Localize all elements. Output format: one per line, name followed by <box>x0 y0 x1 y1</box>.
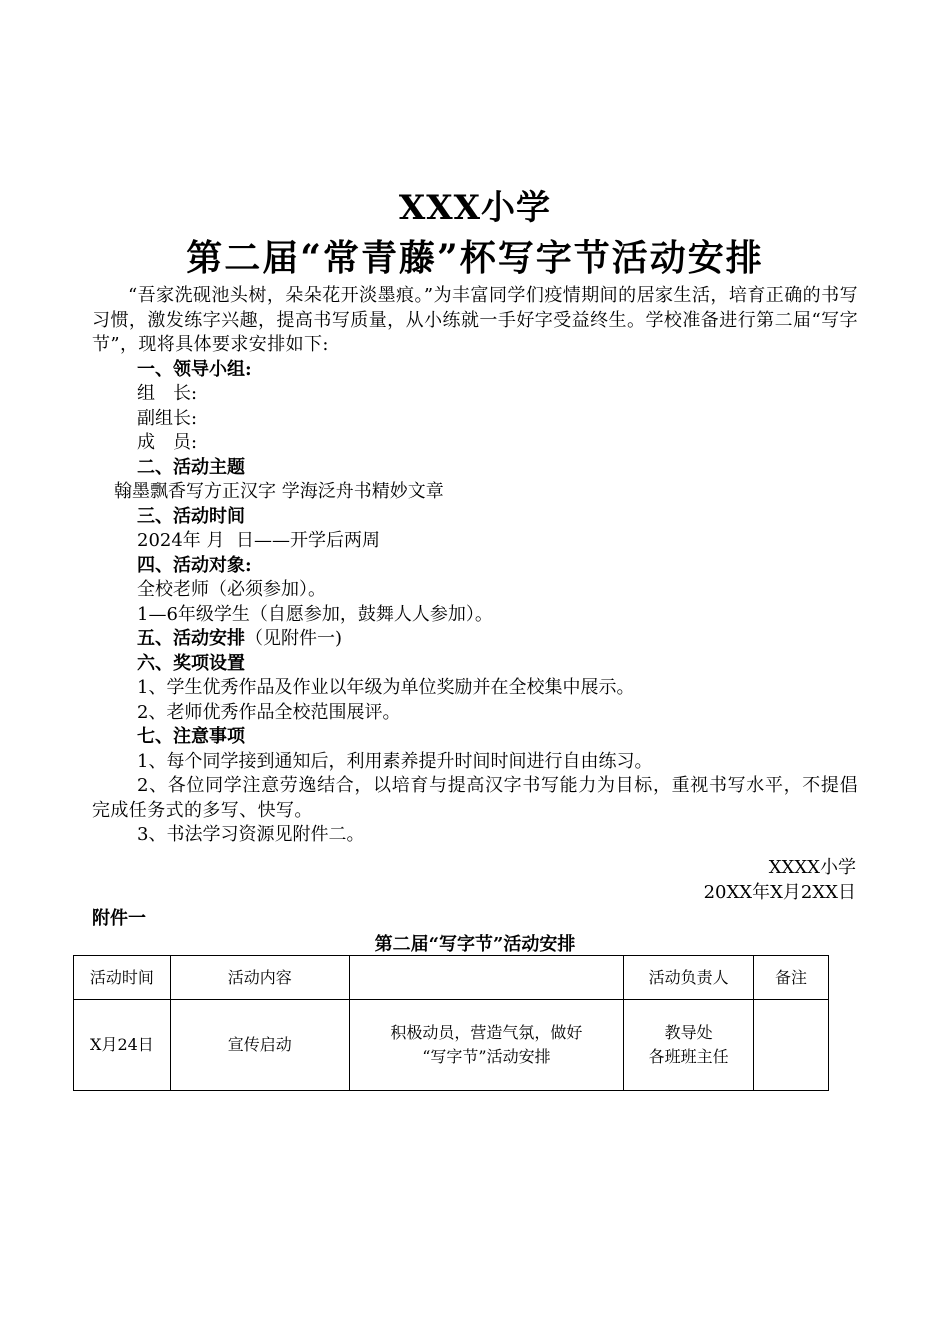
members-label: 成 员: <box>137 432 198 453</box>
award-item-1: 1、学生优秀作品及作业以年级为单位奖励并在全校集中展示。 <box>137 677 635 698</box>
award-item-2: 2、老师优秀作品全校范围展评。 <box>137 701 401 723</box>
section-3-heading: 三、活动时间 <box>137 505 245 527</box>
header-remark: 备注 <box>754 956 829 1000</box>
signature-org: XXXX小学 <box>768 857 856 878</box>
deputy-label: 副组长: <box>137 407 198 429</box>
activity-time: 2024年 月 日——开学后两周 <box>137 530 380 551</box>
notice-item-1: 1、每个同学接到通知后，利用素养提升时间时间进行自由练习。 <box>137 750 653 772</box>
cell-remark <box>754 1000 829 1091</box>
target-students: 1—6年级学生（自愿参加，鼓舞人人参加）。 <box>137 603 493 625</box>
section-5-note: （见附件一) <box>245 628 343 649</box>
cell-detail <box>349 1000 624 1091</box>
document-body <box>92 284 858 848</box>
signature-date: 20XX年X月2XX日 <box>703 882 856 903</box>
cell-owner <box>624 1000 754 1091</box>
leader-label: 组 长: <box>137 383 198 404</box>
schedule-table <box>73 955 829 1091</box>
table-header-row <box>74 956 829 1000</box>
cell-owner-line-1: 教导处 <box>664 1023 713 1042</box>
school-title: XXX小学 <box>398 188 552 228</box>
cell-time: X月24日 <box>74 1000 171 1091</box>
intro-paragraph: “吾家洗砚池头树，朵朵花开淡墨痕。”为丰富同学们疫情期间的居家生活，培育正确的书写习惯，激发练字兴趣，提高书写质量，从小练就一手好字受益终生。学校准备进行第二届“写字节”，现将具体要求安排如下: <box>92 285 858 355</box>
cell-content: 宣传启动 <box>170 1000 349 1091</box>
header-time: 活动时间 <box>74 956 171 1000</box>
section-5-heading: 五、活动安排 <box>137 628 245 649</box>
section-2-heading: 二、活动主题 <box>137 456 245 478</box>
notice-item-3: 3、书法学习资源见附件二。 <box>137 824 365 845</box>
notice-item-2: 2、各位同学注意劳逸结合，以培育与提高汉字书写能力为目标，重视书写水平，不提倡完成任务式的多写、快写。 <box>92 775 858 821</box>
activity-theme: 翰墨飘香写方正汉字 学海泛舟书精妙文章 <box>114 481 444 502</box>
table-row <box>74 1000 829 1091</box>
cell-detail-line-1: 积极动员，营造气氛，做好 <box>390 1023 583 1042</box>
section-4-heading: 四、活动对象: <box>137 554 252 576</box>
target-teachers: 全校老师（必须参加）。 <box>137 579 326 600</box>
schedule-table-title: 第二届“写字节”活动安排 <box>374 934 576 955</box>
cell-detail-line-2: “写字节”活动安排 <box>422 1047 551 1066</box>
section-6-heading: 六、奖项设置 <box>137 652 245 674</box>
section-1-heading: 一、领导小组: <box>137 358 252 380</box>
cell-owner-line-2: 各班班主任 <box>648 1047 729 1066</box>
header-owner: 活动负责人 <box>624 956 754 1000</box>
section-5-line <box>92 627 858 652</box>
header-content: 活动内容 <box>170 956 349 1000</box>
attachment-label: 附件一 <box>92 908 146 929</box>
document-title: 第二届“常青藤”杯写字节活动安排 <box>186 237 764 279</box>
header-detail <box>349 956 624 1000</box>
section-7-heading: 七、注意事项 <box>137 726 245 747</box>
